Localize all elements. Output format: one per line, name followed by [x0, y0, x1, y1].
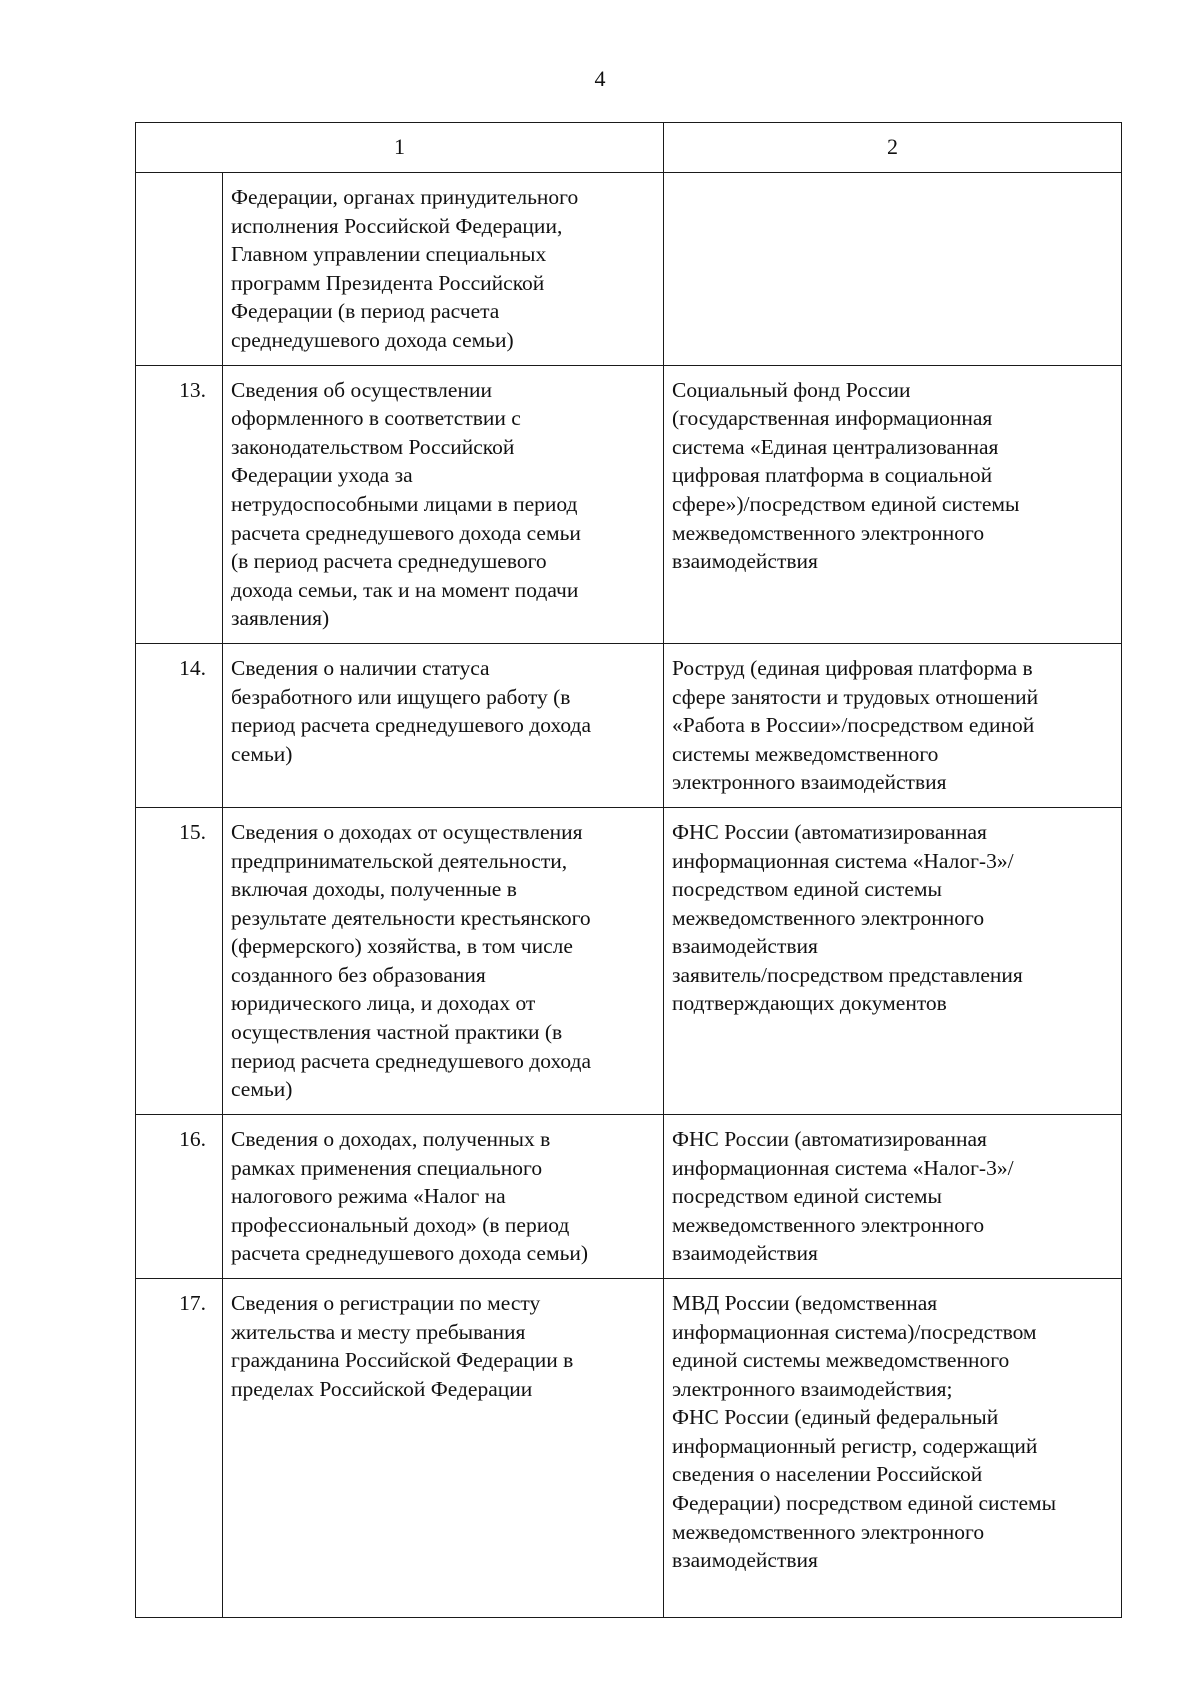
source-line: информационная система «Налог-3»/ — [672, 848, 1014, 873]
info-description — [223, 643, 664, 807]
row-number: 16. — [136, 1114, 223, 1278]
source-line: системы межведомственного — [672, 741, 939, 766]
description-line: (в период расчета среднедушевого — [231, 549, 547, 574]
description-line: созданного без образования — [231, 962, 486, 987]
source-line: информационный регистр, содержащий — [672, 1433, 1038, 1458]
description-line: исполнения Российской Федерации, — [231, 213, 563, 238]
info-source — [664, 1278, 1122, 1617]
source-line: сведения о населении Российской — [672, 1462, 983, 1487]
description-line: гражданина Российской Федерации в — [231, 1348, 574, 1373]
row-number: 17. — [136, 1278, 223, 1617]
source-line: Социальный фонд России — [672, 377, 911, 402]
source-line: система «Единая централизованная — [672, 434, 999, 459]
info-source — [664, 1114, 1122, 1278]
info-description — [223, 807, 664, 1114]
source-line: МВД России (ведомственная — [672, 1290, 938, 1315]
table-row — [136, 807, 1122, 1114]
source-line: сфере»)/посредством единой системы — [672, 491, 1020, 516]
description-line: пределах Российской Федерации — [231, 1376, 533, 1401]
description-line: семьи) — [231, 1077, 293, 1102]
description-line: Сведения о регистрации по месту — [231, 1290, 541, 1315]
description-line: заявления) — [231, 606, 330, 631]
description-line: программ Президента Российской — [231, 270, 545, 295]
page-number: 4 — [594, 66, 606, 91]
description-line: результате деятельности крестьянского — [231, 905, 591, 930]
source-line: цифровая платформа в социальной — [672, 463, 993, 488]
description-line: дохода семьи, так и на момент подачи — [231, 577, 579, 602]
description-line: законодательством Российской — [231, 434, 515, 459]
description-line: осуществления частной практики (в — [231, 1020, 563, 1045]
source-line: межведомственного электронного — [672, 905, 985, 930]
info-description — [223, 1278, 664, 1617]
description-line: Главном управлении специальных — [231, 242, 547, 267]
source-line: межведомственного электронного — [672, 520, 985, 545]
source-line: ФНС России (единый федеральный — [672, 1405, 999, 1430]
source-line: Федерации) посредством единой системы — [672, 1491, 1057, 1516]
info-description — [223, 1114, 664, 1278]
description-line: период расчета среднедушевого дохода — [231, 713, 591, 738]
table-row — [136, 1278, 1122, 1617]
info-source — [664, 807, 1122, 1114]
source-line: заявитель/посредством представления — [672, 962, 1023, 987]
description-line: среднедушевого дохода семьи) — [231, 327, 514, 352]
source-line: ФНС России (автоматизированная — [672, 819, 987, 844]
source-line: межведомственного электронного — [672, 1212, 985, 1237]
row-number: 15. — [136, 807, 223, 1114]
source-line: посредством единой системы — [672, 1184, 942, 1209]
description-line: Федерации (в период расчета — [231, 299, 500, 324]
source-line: Роструд (единая цифровая платформа в — [672, 655, 1033, 680]
source-line: подтверждающих документов — [672, 991, 947, 1016]
description-line: Сведения об осуществлении — [231, 377, 492, 402]
row-number: 14. — [136, 643, 223, 807]
row-number: 13. — [136, 365, 223, 643]
table-row — [136, 643, 1122, 807]
column-header-1: 1 — [136, 123, 664, 173]
description-line: нетрудоспособными лицами в период — [231, 491, 578, 516]
info-source — [664, 365, 1122, 643]
source-line: информационная система «Налог-3»/ — [672, 1155, 1014, 1180]
description-line: оформленного в соответствии с — [231, 406, 521, 431]
description-line: Сведения о наличии статуса — [231, 655, 490, 680]
table-row — [136, 173, 1122, 366]
source-line: (государственная информационная — [672, 406, 993, 431]
description-line: предпринимательской деятельности, — [231, 848, 568, 873]
source-line: посредством единой системы — [672, 877, 942, 902]
source-line: взаимодействия — [672, 549, 818, 574]
table-row — [136, 365, 1122, 643]
description-line: включая доходы, полученные в — [231, 877, 517, 902]
description-line: Федерации ухода за — [231, 463, 413, 488]
description-line: семьи) — [231, 741, 293, 766]
column-header-2: 2 — [664, 123, 1122, 173]
row-number — [136, 173, 223, 366]
source-line: электронного взаимодействия — [672, 770, 947, 795]
table-row — [136, 1114, 1122, 1278]
source-line: информационная система)/посредством — [672, 1319, 1037, 1344]
description-line: профессиональный доход» (в период — [231, 1212, 570, 1237]
description-line: расчета среднедушевого дохода семьи — [231, 520, 581, 545]
source-line: взаимодействия — [672, 1241, 818, 1266]
info-source — [664, 173, 1122, 366]
source-line: взаимодействия — [672, 934, 818, 959]
description-line: юридического лица, и доходах от — [231, 991, 536, 1016]
description-line: безработного или ищущего работу (в — [231, 684, 571, 709]
description-line: (фермерского) хозяйства, в том числе — [231, 934, 573, 959]
description-line: жительства и месту пребывания — [231, 1319, 526, 1344]
source-line: сфере занятости и трудовых отношений — [672, 684, 1039, 709]
info-description — [223, 365, 664, 643]
info-source — [664, 643, 1122, 807]
description-line: период расчета среднедушевого дохода — [231, 1048, 591, 1073]
source-line: «Работа в России»/посредством единой — [672, 713, 1035, 738]
description-line: Сведения о доходах, полученных в — [231, 1126, 551, 1151]
source-line: электронного взаимодействия; — [672, 1376, 953, 1401]
info-description — [223, 173, 664, 366]
table-header-row — [136, 123, 1122, 173]
description-line: расчета среднедушевого дохода семьи) — [231, 1241, 589, 1266]
source-line: взаимодействия — [672, 1548, 818, 1573]
source-line: ФНС России (автоматизированная — [672, 1126, 987, 1151]
description-line: Сведения о доходах от осуществления — [231, 819, 583, 844]
description-line: Федерации, органах принудительного — [231, 185, 579, 209]
source-line: межведомственного электронного — [672, 1519, 985, 1544]
data-sources-table — [135, 122, 1122, 1618]
description-line: рамках применения специального — [231, 1155, 543, 1180]
description-line: налогового режима «Налог на — [231, 1184, 506, 1209]
source-line: единой системы межведомственного — [672, 1348, 1010, 1373]
